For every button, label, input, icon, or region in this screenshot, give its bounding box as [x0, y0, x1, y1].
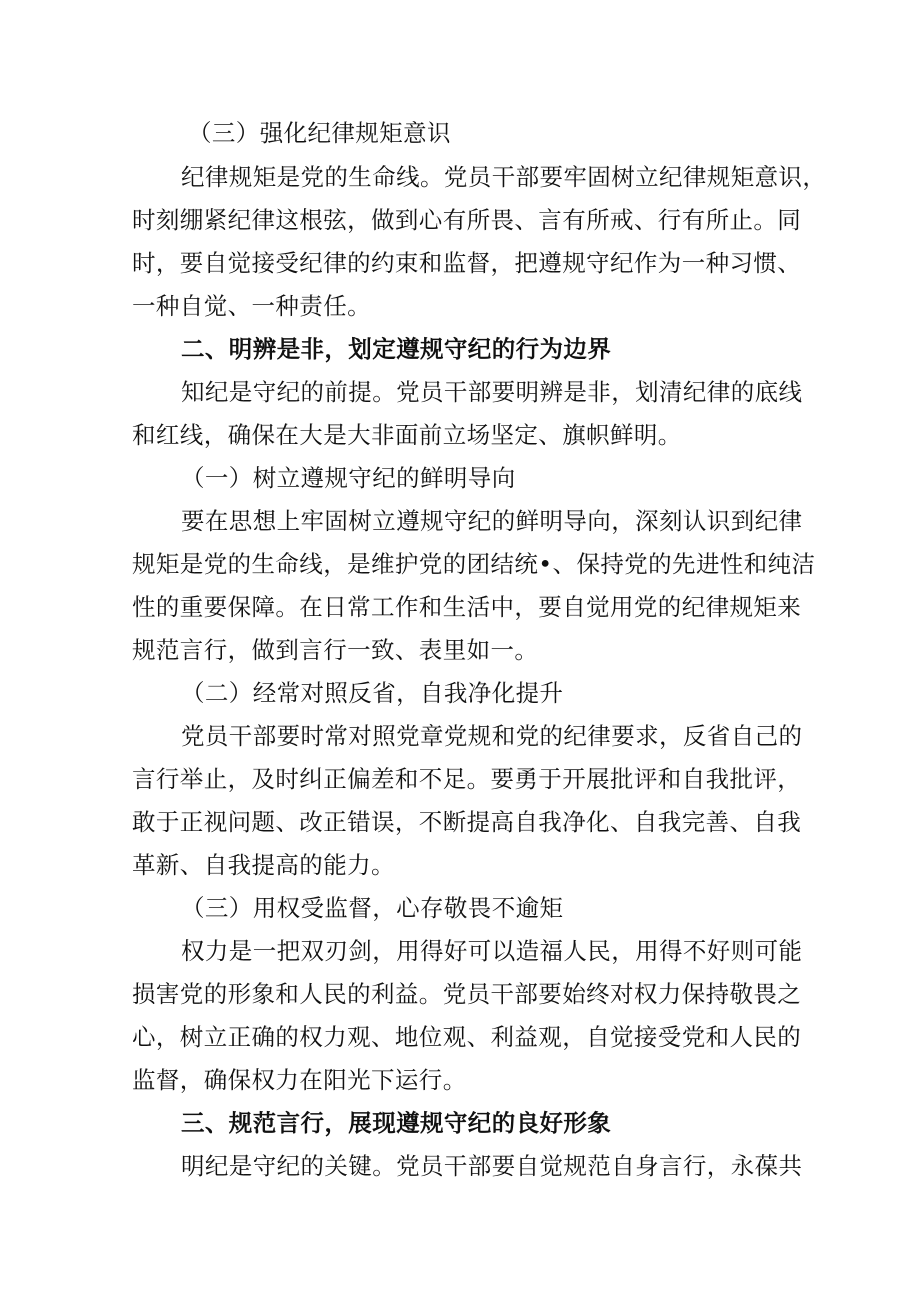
paragraph-line: 言行举止，及时纠正偏差和不足。要勇于开展批评和自我批评， — [132, 765, 802, 793]
paragraph-line: 明纪是守纪的关键。党员干部要自觉规范自身言行，永葆共 — [181, 1152, 803, 1180]
paragraph-line: 党员干部要时常对照党章党规和党的纪律要求，反省自己的 — [181, 722, 803, 750]
paragraph-line: 时，要自觉接受纪律的约束和监督，把遵规守纪作为一种习惯、 — [132, 249, 802, 277]
subheading-strengthen-discipline: （三）强化纪律规矩意识 — [188, 119, 451, 147]
paragraph-line: 敢于正视问题、改正错误，不断提高自我净化、自我完善、自我 — [132, 808, 802, 836]
paragraph-line: 权力是一把双刃剑，用得好可以造福人民，用得不好则可能 — [181, 937, 803, 965]
subheading-establish-orientation: （一）树立遵规守纪的鲜明导向 — [181, 464, 516, 492]
paragraph-line: 性的重要保障。在日常工作和生活中，要自觉用党的纪律规矩来 — [132, 593, 802, 621]
paragraph-line: 监督，确保权力在阳光下运行。 — [132, 1066, 467, 1094]
paragraph-line: 规矩是党的生命线，是维护党的团结统•、保持党的先进性和纯洁 — [132, 550, 816, 578]
paragraph-line: 时刻绷紧纪律这根弦，做到心有所畏、言有所戒、行有所止。同 — [132, 206, 802, 234]
paragraph-line: 知纪是守纪的前提。党员干部要明辨是非，划清纪律的底线 — [181, 378, 803, 406]
paragraph-line: 规范言行，做到言行一致、表里如一。 — [132, 636, 539, 664]
paragraph-line: 心，树立正确的权力观、地位观、利益观，自觉接受党和人民的 — [132, 1023, 802, 1051]
subheading-power-supervision: （三）用权受监督，心存敬畏不逾矩 — [181, 894, 564, 922]
paragraph-line: 一种自觉、一种责任。 — [132, 292, 371, 320]
paragraph-line: 要在思想上牢固树立遵规守纪的鲜明导向，深刻认识到纪律 — [181, 507, 803, 535]
subheading-self-reflection: （二）经常对照反省，自我净化提升 — [181, 679, 564, 707]
paragraph-line: 损害党的形象和人民的利益。党员干部要始终对权力保持敬畏之 — [132, 980, 802, 1008]
section-heading-2: 二、明辨是非，划定遵规守纪的行为边界 — [181, 335, 612, 363]
paragraph-line: 和红线，确保在大是大非面前立场坚定、旗帜鲜明。 — [132, 421, 682, 449]
section-heading-3: 三、规范言行，展现遵规守纪的良好形象 — [181, 1109, 612, 1137]
paragraph-line: 革新、自我提高的能力。 — [132, 851, 395, 879]
paragraph-line: 纪律规矩是党的生命线。党员干部要牢固树立纪律规矩意识， — [181, 163, 827, 191]
